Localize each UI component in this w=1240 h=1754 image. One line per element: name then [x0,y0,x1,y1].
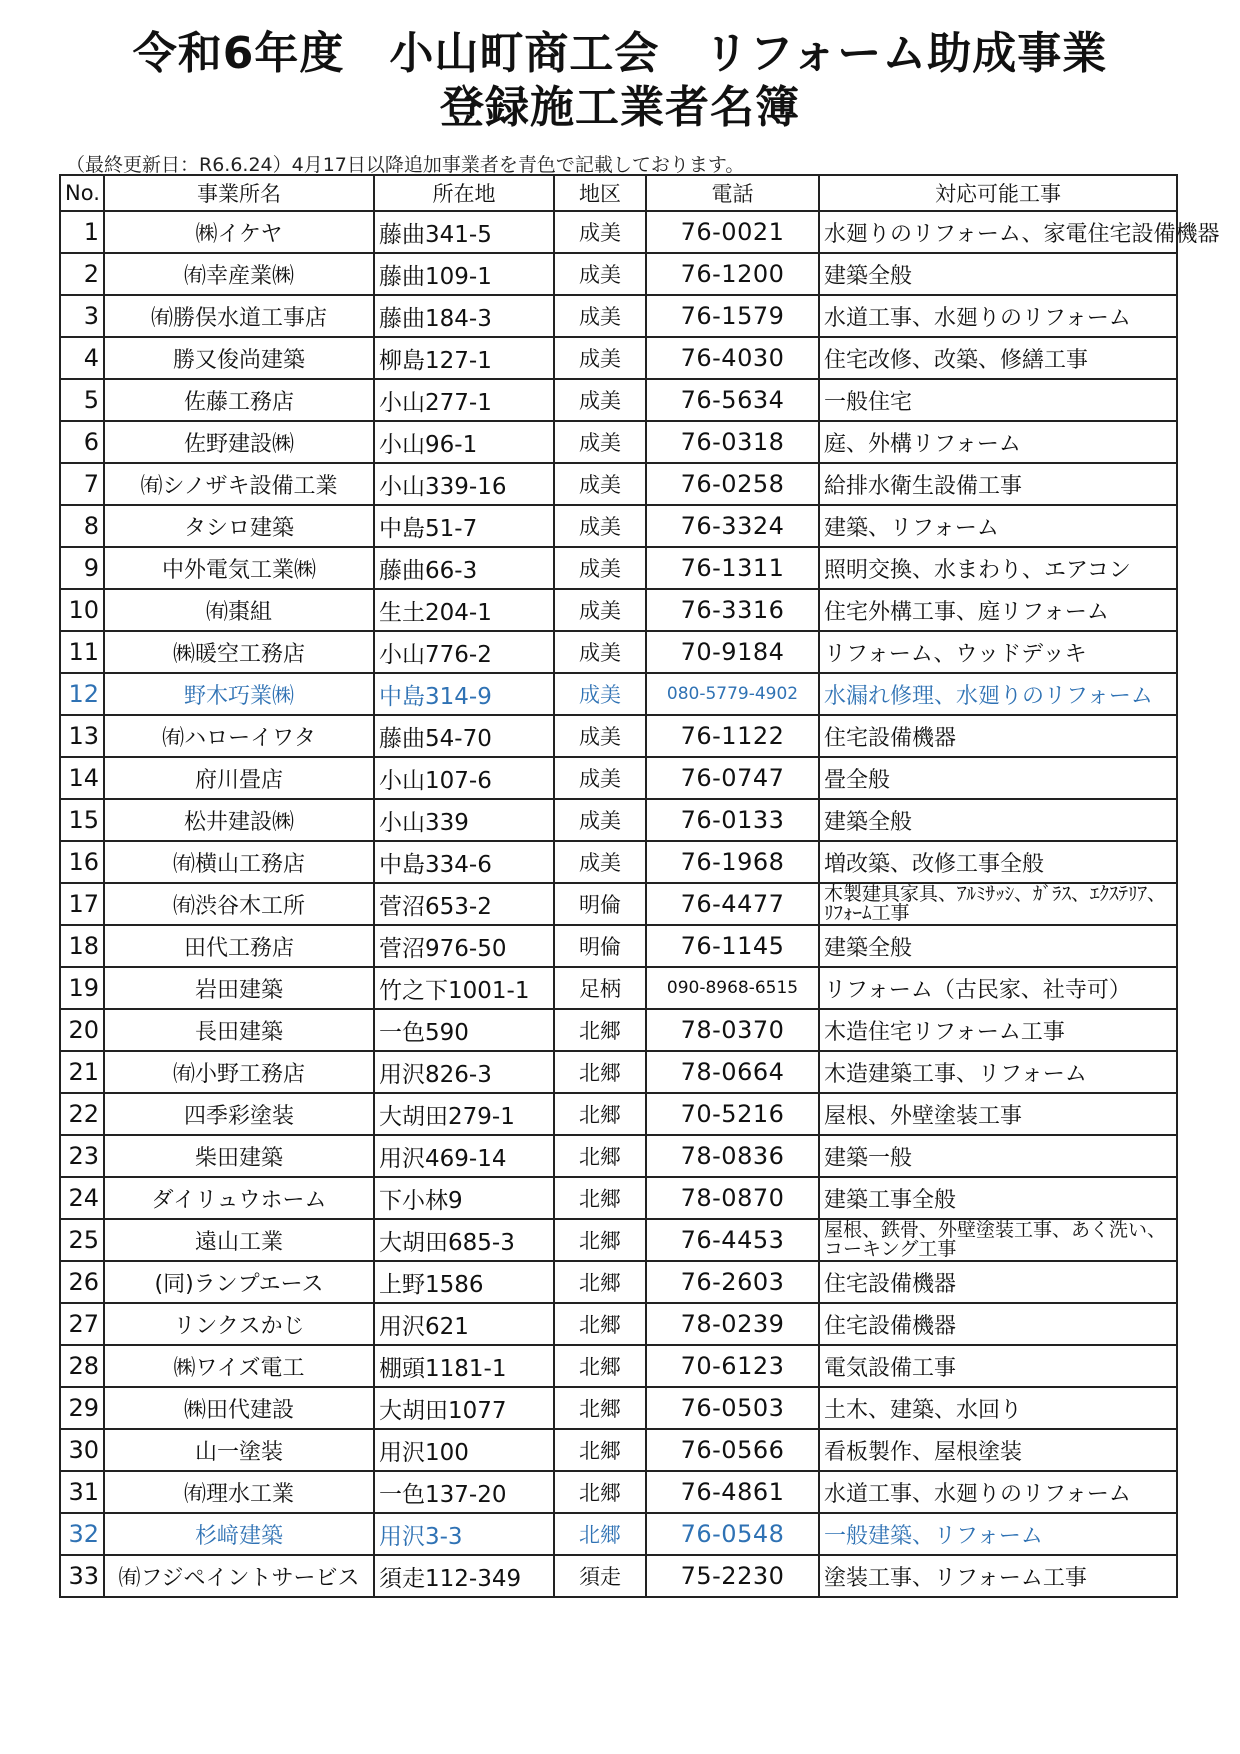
row-number: 7 [60,463,104,505]
row-number: 31 [60,1471,104,1513]
table-row [60,1387,1177,1429]
business-name: 佐野建設㈱ [104,421,374,463]
phone-number: 76-4030 [646,337,819,379]
table-row [60,1429,1177,1471]
row-number: 28 [60,1345,104,1387]
business-name: ㈱田代建設 [104,1387,374,1429]
row-number: 15 [60,799,104,841]
header-address: 所在地 [374,175,554,211]
address: 小山339-16 [374,463,554,505]
row-number: 18 [60,925,104,967]
district: 北郷 [554,1429,646,1471]
phone-number: 78-0836 [646,1135,819,1177]
work-types: 建築、リフォーム [819,505,1177,547]
row-number: 24 [60,1177,104,1219]
phone-number: 76-1311 [646,547,819,589]
phone-number: 70-6123 [646,1345,819,1387]
table-row [60,421,1177,463]
business-name: 府川畳店 [104,757,374,799]
business-name: 杉﨑建築 [104,1513,374,1555]
business-name: リンクスかじ [104,1303,374,1345]
phone-number: 090-8968-6515 [646,967,819,1009]
table-row [60,631,1177,673]
work-types: 建築工事全般 [819,1177,1177,1219]
phone-number: 76-5634 [646,379,819,421]
address: 竹之下1001-1 [374,967,554,1009]
district: 北郷 [554,1261,646,1303]
address: 用沢3-3 [374,1513,554,1555]
work-types: 水廻りのリフォーム、家電住宅設備機器 [819,211,1177,253]
address: 上野1586 [374,1261,554,1303]
address: 生土204-1 [374,589,554,631]
row-number: 8 [60,505,104,547]
work-types: 給排水衛生設備工事 [819,463,1177,505]
phone-number: 76-0021 [646,211,819,253]
address: 用沢826-3 [374,1051,554,1093]
business-name: ㈱イケヤ [104,211,374,253]
district: 成美 [554,547,646,589]
district: 須走 [554,1555,646,1597]
address: 中島334-6 [374,841,554,883]
row-number: 17 [60,883,104,925]
address: 一色137-20 [374,1471,554,1513]
table-row [60,1135,1177,1177]
phone-number: 76-1579 [646,295,819,337]
table-row [60,967,1177,1009]
district: 成美 [554,253,646,295]
phone-number: 080-5779-4902 [646,673,819,715]
header-name: 事業所名 [104,175,374,211]
work-types: 水道工事、水廻りのリフォーム [819,1471,1177,1513]
address: 小山339 [374,799,554,841]
work-types: 屋根、鉄骨、外壁塗装工事、あく洗い、コーキング工事 [819,1219,1177,1261]
table-body [60,211,1220,1597]
phone-number: 70-9184 [646,631,819,673]
business-name: ㈲理水工業 [104,1471,374,1513]
document-subtitle: 登録施工業者名簿 [440,82,800,133]
phone-number: 76-1122 [646,715,819,757]
row-number: 11 [60,631,104,673]
table-row [60,1219,1177,1261]
table-row [60,1261,1177,1303]
phone-number: 78-0870 [646,1177,819,1219]
row-number: 23 [60,1135,104,1177]
row-number: 19 [60,967,104,1009]
work-types: 建築一般 [819,1135,1177,1177]
district: 北郷 [554,1303,646,1345]
work-types: 一般建築、リフォーム [819,1513,1177,1555]
address: 藤曲54-70 [374,715,554,757]
row-number: 27 [60,1303,104,1345]
table-row [60,1177,1177,1219]
phone-number: 76-1200 [646,253,819,295]
phone-number: 76-4453 [646,1219,819,1261]
row-number: 22 [60,1093,104,1135]
row-number: 26 [60,1261,104,1303]
work-types: 電気設備工事 [819,1345,1177,1387]
address: 用沢100 [374,1429,554,1471]
business-name: 中外電気工業㈱ [104,547,374,589]
phone-number: 76-3324 [646,505,819,547]
table-row [60,463,1177,505]
business-name: タシロ建築 [104,505,374,547]
district: 足柄 [554,967,646,1009]
business-name: ㈲棗組 [104,589,374,631]
business-name: ㈲勝俣水道工事店 [104,295,374,337]
row-number: 6 [60,421,104,463]
row-number: 16 [60,841,104,883]
row-number: 20 [60,1009,104,1051]
table-row [60,1009,1177,1051]
district: 成美 [554,421,646,463]
address: 菅沼976-50 [374,925,554,967]
district: 北郷 [554,1513,646,1555]
row-number: 30 [60,1429,104,1471]
business-name: 柴田建築 [104,1135,374,1177]
phone-number: 78-0370 [646,1009,819,1051]
district: 北郷 [554,1219,646,1261]
district: 成美 [554,589,646,631]
row-number: 9 [60,547,104,589]
business-name: 長田建築 [104,1009,374,1051]
address: 菅沼653-2 [374,883,554,925]
business-name: ㈲渋谷木工所 [104,883,374,925]
district: 北郷 [554,1177,646,1219]
header-no: No. [60,175,104,211]
district: 成美 [554,463,646,505]
business-name: ダイリュウホーム [104,1177,374,1219]
row-number: 3 [60,295,104,337]
address: 藤曲109-1 [374,253,554,295]
address: 小山107-6 [374,757,554,799]
district: 成美 [554,841,646,883]
phone-number: 75-2230 [646,1555,819,1597]
row-number: 13 [60,715,104,757]
document-title: 令和6年度 小山町商工会 リフォーム助成事業 [132,28,1108,79]
business-name: ㈱ワイズ電工 [104,1345,374,1387]
phone-number: 76-0548 [646,1513,819,1555]
district: 北郷 [554,1135,646,1177]
address: 大胡田685-3 [374,1219,554,1261]
district: 北郷 [554,1471,646,1513]
table-row [60,799,1177,841]
table-row [60,547,1177,589]
business-name: 田代工務店 [104,925,374,967]
district: 成美 [554,673,646,715]
business-name: 佐藤工務店 [104,379,374,421]
district: 成美 [554,337,646,379]
work-types: 住宅設備機器 [819,715,1177,757]
district: 明倫 [554,883,646,925]
address: 大胡田1077 [374,1387,554,1429]
work-types: 庭、外構リフォーム [819,421,1177,463]
business-name: ㈱暖空工務店 [104,631,374,673]
table-row [60,1471,1177,1513]
work-types: 畳全般 [819,757,1177,799]
work-types: 水漏れ修理、水廻りのリフォーム [819,673,1177,715]
table-row [60,505,1177,547]
row-number: 4 [60,337,104,379]
district: 成美 [554,211,646,253]
address: 用沢621 [374,1303,554,1345]
work-types: 水道工事、水廻りのリフォーム [819,295,1177,337]
row-number: 25 [60,1219,104,1261]
district: 成美 [554,799,646,841]
work-types: 木造住宅リフォーム工事 [819,1009,1177,1051]
table-row [60,253,1177,295]
phone-number: 76-1968 [646,841,819,883]
table-row [60,337,1177,379]
phone-number: 76-0133 [646,799,819,841]
phone-number: 78-0664 [646,1051,819,1093]
district: 明倫 [554,925,646,967]
district: 成美 [554,715,646,757]
business-name: ㈲ハローイワタ [104,715,374,757]
business-name: (同)ランプエース [104,1261,374,1303]
work-types: 塗装工事、リフォーム工事 [819,1555,1177,1597]
table-row [60,1513,1177,1555]
row-number: 21 [60,1051,104,1093]
district: 北郷 [554,1009,646,1051]
business-name: ㈲フジペイントサービス [104,1555,374,1597]
table-row [60,1345,1177,1387]
work-types: 屋根、外壁塗装工事 [819,1093,1177,1135]
work-types: 住宅改修、改築、修繕工事 [819,337,1177,379]
header-tel: 電話 [646,175,819,211]
address: 用沢469-14 [374,1135,554,1177]
table-row [60,1093,1177,1135]
phone-number: 76-0318 [646,421,819,463]
row-number: 12 [60,673,104,715]
address: 柳島127-1 [374,337,554,379]
district: 成美 [554,757,646,799]
district: 北郷 [554,1093,646,1135]
work-types: 看板製作、屋根塗装 [819,1429,1177,1471]
phone-number: 70-5216 [646,1093,819,1135]
business-name: ㈲シノザキ設備工業 [104,463,374,505]
phone-number: 76-0747 [646,757,819,799]
business-name: 岩田建築 [104,967,374,1009]
contractor-table [59,174,1220,1598]
address: 棚頭1181-1 [374,1345,554,1387]
phone-number: 76-4861 [646,1471,819,1513]
work-types: 一般住宅 [819,379,1177,421]
address: 小山277-1 [374,379,554,421]
phone-number: 76-4477 [646,883,819,925]
business-name: ㈲小野工務店 [104,1051,374,1093]
district: 成美 [554,295,646,337]
work-types: 住宅設備機器 [819,1261,1177,1303]
work-types: 木造建築工事、リフォーム [819,1051,1177,1093]
address: 中島314-9 [374,673,554,715]
table-header-row [60,175,1177,211]
address: 大胡田279-1 [374,1093,554,1135]
work-types: 建築全般 [819,253,1177,295]
address: 中島51-7 [374,505,554,547]
business-name: ㈲横山工務店 [104,841,374,883]
row-number: 1 [60,211,104,253]
work-types: リフォーム、ウッドデッキ [819,631,1177,673]
district: 北郷 [554,1051,646,1093]
work-types: 住宅外構工事、庭リフォーム [819,589,1177,631]
business-name: 勝又俊尚建築 [104,337,374,379]
phone-number: 76-0503 [646,1387,819,1429]
district: 北郷 [554,1387,646,1429]
address: 藤曲341-5 [374,211,554,253]
phone-number: 78-0239 [646,1303,819,1345]
row-number: 10 [60,589,104,631]
work-types: リフォーム（古民家、社寺可） [819,967,1177,1009]
address: 一色590 [374,1009,554,1051]
table-row [60,715,1177,757]
table-row [60,1303,1177,1345]
table-row [60,925,1177,967]
district: 成美 [554,505,646,547]
update-note: （最終更新日：R6.6.24）4月17日以降追加事業者を青色で記載しております。 [66,154,745,176]
work-types: 増改築、改修工事全般 [819,841,1177,883]
address: 藤曲184-3 [374,295,554,337]
business-name: 松井建設㈱ [104,799,374,841]
table-row [60,673,1177,715]
phone-number: 76-1145 [646,925,819,967]
table-row [60,211,1177,253]
address: 須走112-349 [374,1555,554,1597]
row-number: 2 [60,253,104,295]
phone-number: 76-0566 [646,1429,819,1471]
business-name: 遠山工業 [104,1219,374,1261]
table-row [60,757,1177,799]
row-number: 29 [60,1387,104,1429]
phone-number: 76-2603 [646,1261,819,1303]
district: 成美 [554,631,646,673]
work-types: 建築全般 [819,799,1177,841]
table-row [60,1051,1177,1093]
business-name: 山一塗装 [104,1429,374,1471]
phone-number: 76-3316 [646,589,819,631]
district: 北郷 [554,1345,646,1387]
table-row [60,589,1177,631]
work-types: 照明交換、水まわり、エアコン [819,547,1177,589]
business-name: 四季彩塗装 [104,1093,374,1135]
table-row [60,295,1177,337]
table-row [60,883,1177,925]
row-number: 5 [60,379,104,421]
address: 下小林9 [374,1177,554,1219]
table-row [60,1555,1177,1597]
row-number: 14 [60,757,104,799]
row-number: 32 [60,1513,104,1555]
table-row [60,379,1177,421]
address: 藤曲66-3 [374,547,554,589]
row-number: 33 [60,1555,104,1597]
phone-number: 76-0258 [646,463,819,505]
business-name: ㈲幸産業㈱ [104,253,374,295]
address: 小山96-1 [374,421,554,463]
work-types: 木製建具家具、ｱﾙﾐｻｯｼ、ｶﾞﾗｽ、ｴｸｽﾃﾘｱ、ﾘﾌｫｰﾑ工事 [819,883,1177,925]
address: 小山776-2 [374,631,554,673]
district: 成美 [554,379,646,421]
table-row [60,841,1177,883]
header-area: 地区 [554,175,646,211]
work-types: 土木、建築、水回り [819,1387,1177,1429]
work-types: 建築全般 [819,925,1177,967]
header-work: 対応可能工事 [819,175,1177,211]
work-types: 住宅設備機器 [819,1303,1177,1345]
business-name: 野木巧業㈱ [104,673,374,715]
